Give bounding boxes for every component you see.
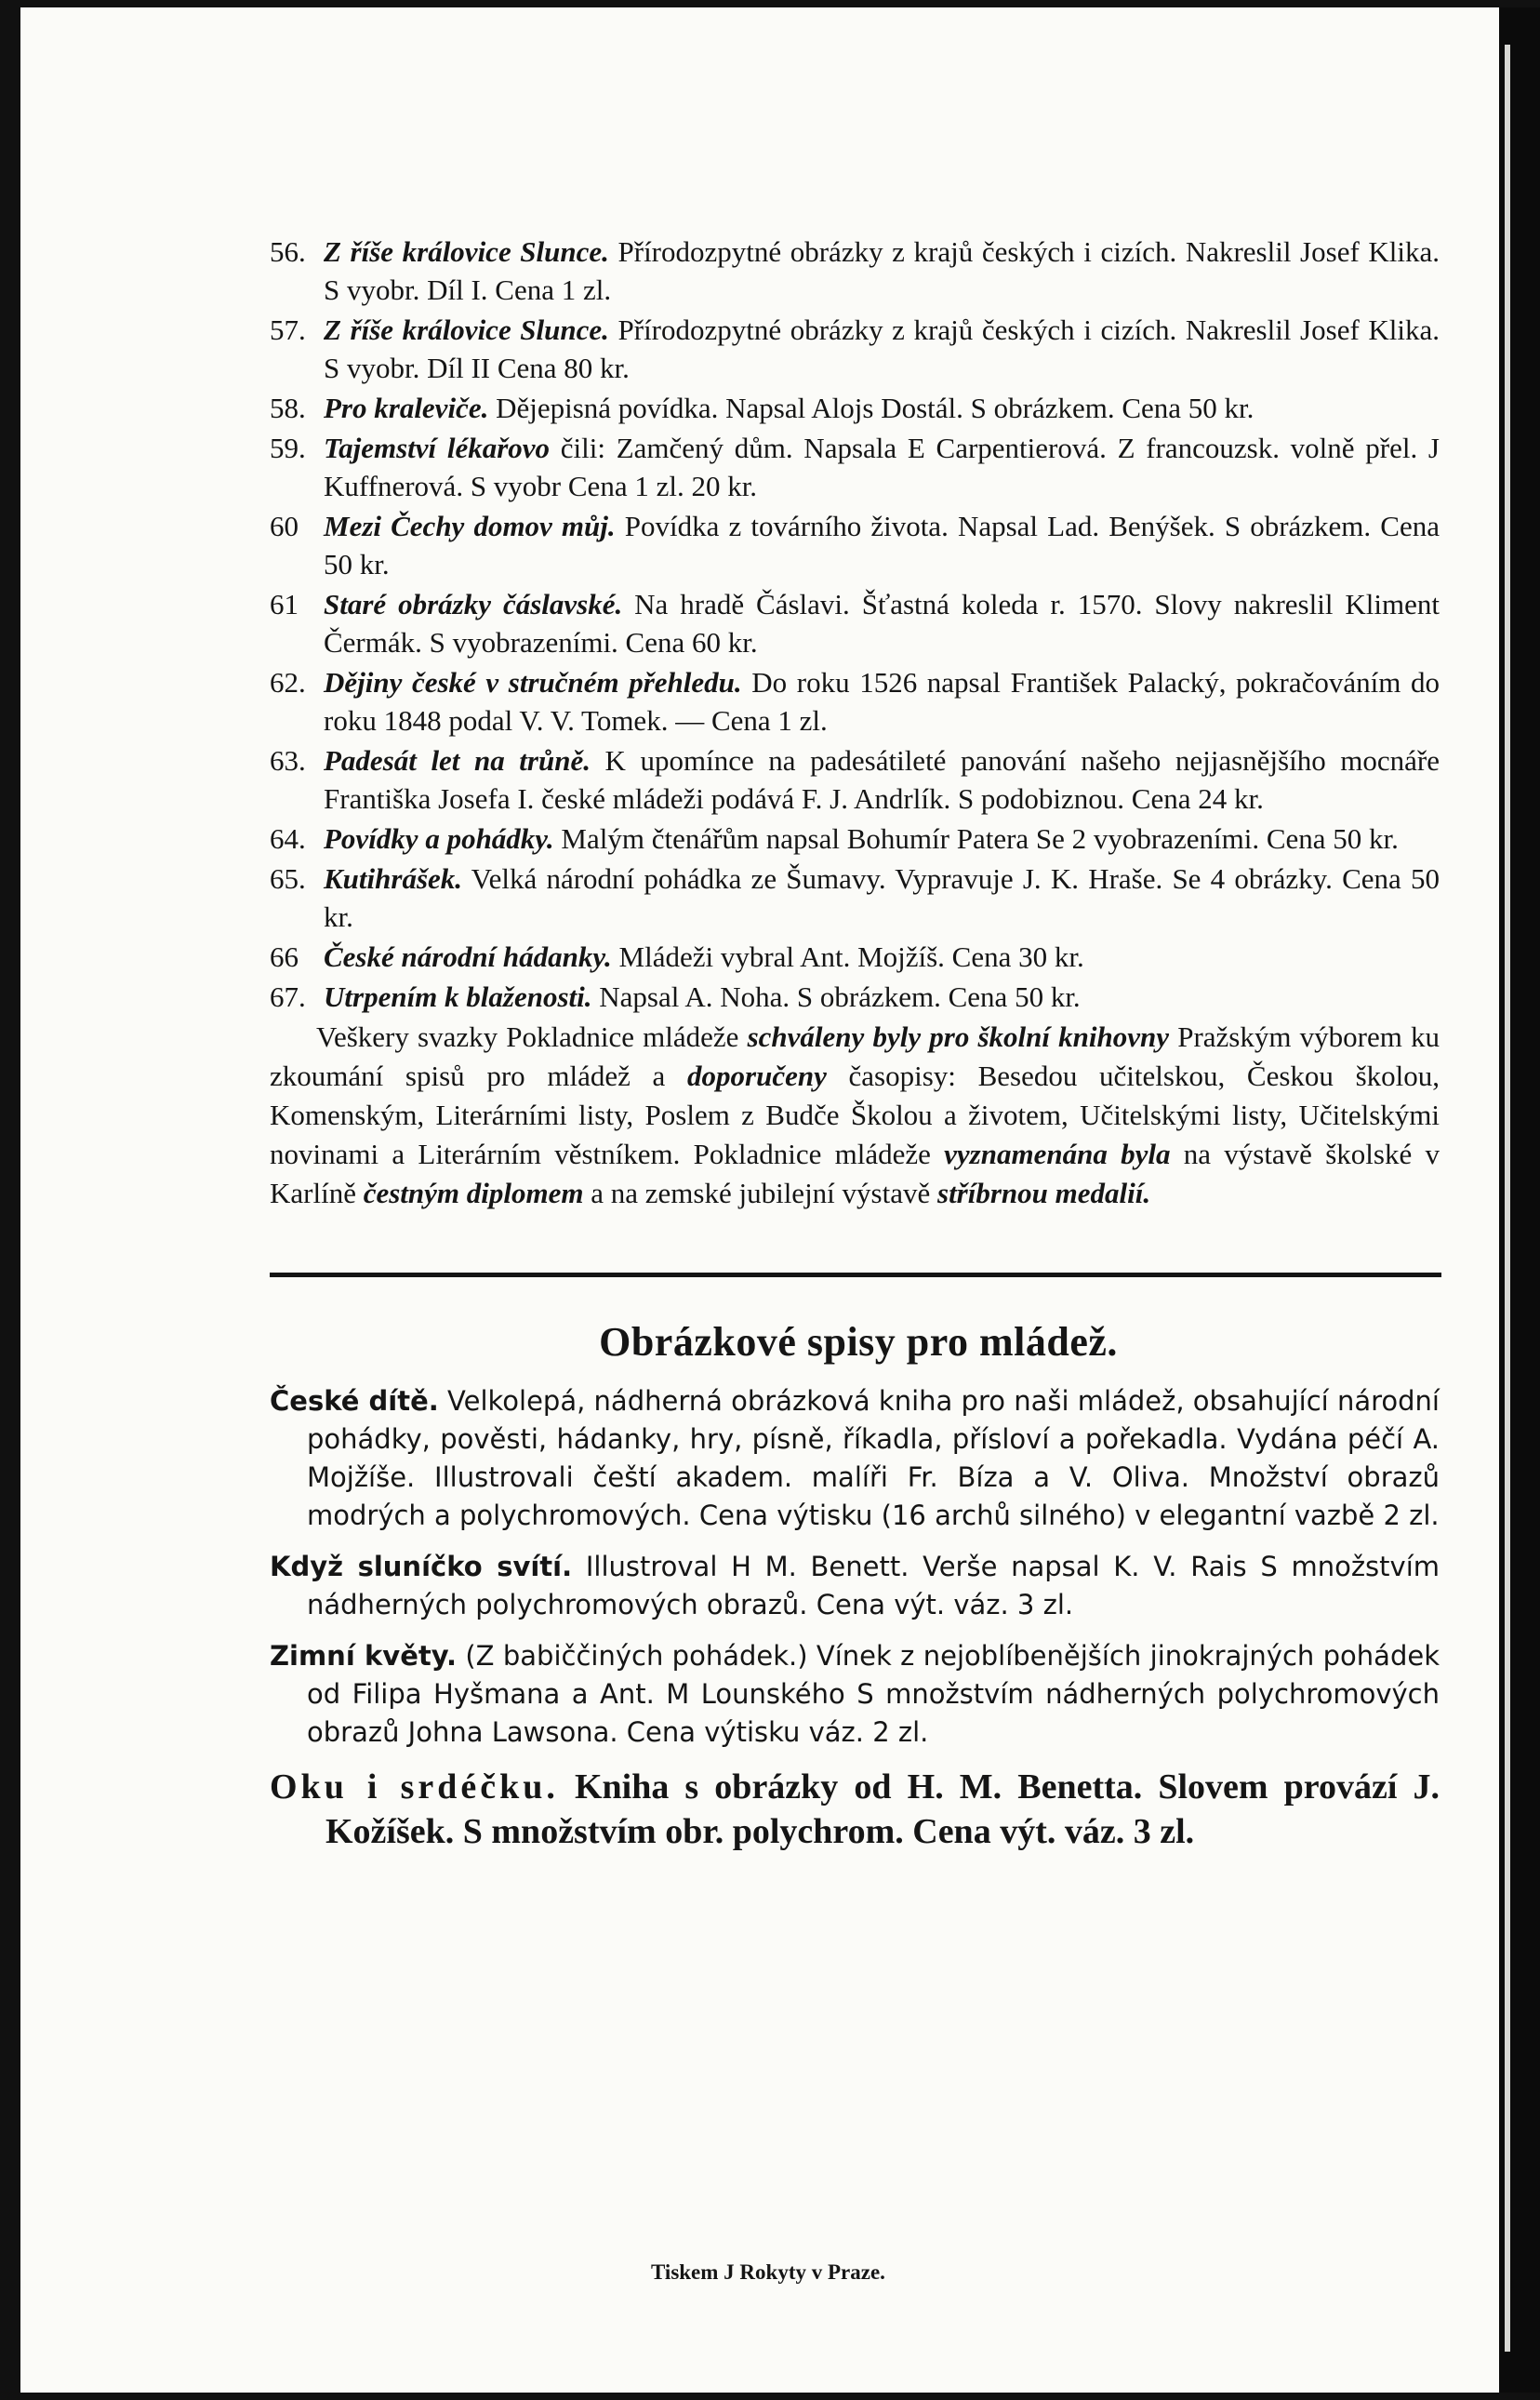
entry-text: Mládeži vybral Ant. Mojžíš. Cena 30 kr. (611, 940, 1084, 973)
catalog-entry (249, 507, 1440, 583)
entry-title: Mezi Čechy domov můj. (324, 510, 616, 542)
scan-edge-line (1505, 45, 1510, 2352)
note-text: Veškery svazky Pokladnice mládeže (316, 1020, 748, 1053)
catalog-entry (249, 585, 1440, 661)
book-text: Velkolepá, nádherná obrázková kniha pro naši mládež, obsahující národní pohádky, pověsti, hádanky, hry, písně, říkadla, přísloví a pořekadla. Vydána péčí A. Mojžíše. Illustrovali čeští akadem. malíři Fr. Bíza a V. Oliva. Množství obrazů modrých a polychromových. Cena výtisku (16 archů silného) v elegantní vazbě 2 zl. (307, 1385, 1440, 1531)
book-title: Oku i srdéčku. (270, 1767, 559, 1807)
entry-number: 63. (270, 744, 306, 777)
book-entry (270, 1765, 1440, 1854)
catalog-entry (249, 978, 1440, 1016)
book-entry (270, 1637, 1440, 1752)
note-emphasis: doporučeny (687, 1060, 827, 1092)
book-title: Když sluníčko svítí. (270, 1551, 573, 1582)
catalog-entry (249, 860, 1440, 936)
printer-imprint: Tiskem J Rokyty v Praze. (651, 2260, 885, 2284)
book-entry (270, 1382, 1440, 1535)
entry-text: Povídka z továrního života. Napsal Lad. Benýšek. S obrázkem. Cena 50 kr. (324, 510, 1440, 580)
book-text: Kniha s obrázky od H. M. Benetta. Slovem provází J. Kožíšek. S množstvím obr. polychrom. Cena výt. váz. 3 zl. (325, 1767, 1440, 1851)
entry-title: Z říše královice Slunce. (324, 235, 609, 268)
entry-text: čili: Zamčený dům. Napsala E Carpentierová. Z francouzsk. volně přel. J Kuffnerová. S vyobr Cena 1 zl. 20 kr. (324, 432, 1440, 502)
entry-title: Z říše královice Slunce. (324, 313, 609, 346)
entry-number: 66 (270, 940, 299, 973)
approval-note (270, 1018, 1440, 1213)
entry-number: 56. (270, 235, 306, 268)
entry-text: Do roku 1526 napsal František Palacký, pokračováním do roku 1848 podal V. V. Tomek. — Cena 1 zl. (324, 666, 1440, 737)
catalog-entry (249, 429, 1440, 505)
note-emphasis: schváleny byly pro školní knihovny (747, 1020, 1170, 1053)
entry-title: Kutihrášek. (324, 862, 463, 895)
entry-title: Padesát let na trůně. (324, 744, 591, 777)
book-text: Illustroval H M. Benett. Verše napsal K. V. Rais S množstvím nádherných polychromových obrazů. Cena výt. váz. 3 zl. (307, 1551, 1440, 1620)
note-text: Pražským výborem ku zkoumání spisů pro mládež a (270, 1020, 1440, 1092)
entry-number: 58. (270, 392, 306, 424)
book-title: Zimní květy. (270, 1640, 457, 1672)
entry-text: K upomínce na padesátileté panování našeho nejjasnějšího mocnáře Františka Josefa I. české mládeži podává F. J. Andrlík. S podobiznou. Cena 24 kr. (324, 744, 1440, 815)
note-text: a na zemské jubilejní výstavě (583, 1177, 937, 1209)
note-emphasis: vyznamenána byla (944, 1138, 1171, 1170)
scan-edge (1499, 7, 1540, 2393)
catalog-entry (249, 820, 1440, 858)
entry-text: Velká národní pohádka ze Šumavy. Vypravuje J. K. Hraše. Se 4 obrázky. Cena 50 kr. (324, 862, 1440, 933)
entry-text: Napsal A. Noha. S obrázkem. Cena 50 kr. (591, 980, 1081, 1013)
entry-title: Dějiny české v stručném přehledu. (324, 666, 742, 699)
catalog-entry (249, 741, 1440, 818)
note-text: na výstavě školské v Karlíně (270, 1138, 1440, 1209)
entry-number: 64. (270, 822, 306, 855)
entry-title: Staré obrázky čáslavské. (324, 588, 623, 620)
entry-title: Pro kraleviče. (324, 392, 489, 424)
entry-text: Přírodozpytné obrázky z krajů českých i cizích. Nakreslil Josef Klika. S vyobr. Díl I. Cena 1 zl. (324, 235, 1440, 306)
entry-text: Na hradě Čáslavi. Šťastná koleda r. 1570. Slovy nakreslil Kliment Čermák. S vyobrazeními. Cena 60 kr. (324, 588, 1440, 659)
entry-number: 67. (270, 980, 306, 1013)
entry-number: 61 (270, 588, 299, 620)
catalog-entry (249, 663, 1440, 740)
section-divider (270, 1273, 1441, 1277)
entry-title: Tajemství lékařovo (324, 432, 551, 464)
entry-number: 65. (270, 862, 306, 895)
book-entry (270, 1548, 1440, 1624)
entry-text: Dějepisná povídka. Napsal Alojs Dostál. S obrázkem. Cena 50 kr. (488, 392, 1255, 424)
content (249, 233, 1440, 1867)
note-text: časopisy: Besedou učitelskou, Českou školou, Komenským, Literárními listy, Poslem z Budče Školou a životem, Učitelskými listy, Učitelskými novinami a Literárním věstníkem. Pokladnice mládeže (270, 1060, 1440, 1170)
book-text: (Z babiččiných pohádek.) Vínek z nejoblíbenějších jinokrajných pohádek od Filipa Hyšmana a Ant. M Lounského S množstvím nádherných polychromových obrazů Johna Lawsona. Cena výtisku váz. 2 zl. (307, 1640, 1440, 1748)
entry-title: Utrpením k blaženosti. (324, 980, 592, 1013)
entry-number: 59. (270, 432, 306, 464)
catalog-entry (249, 389, 1440, 427)
entry-title: Povídky a pohádky. (324, 822, 554, 855)
entry-number: 60 (270, 510, 299, 542)
catalog-entry (249, 311, 1440, 387)
catalog-entry (249, 233, 1440, 309)
entry-number: 62. (270, 666, 306, 699)
note-emphasis: stříbrnou medalií. (937, 1177, 1151, 1209)
entry-text: Malým čtenářům napsal Bohumír Patera Se 2 vyobrazeními. Cena 50 kr. (553, 822, 1399, 855)
entry-text: Přírodozpytné obrázky z krajů českých i cizích. Nakreslil Josef Klika. S vyobr. Díl II Cena 80 kr. (324, 313, 1440, 384)
book-title: České dítě. (270, 1385, 439, 1417)
note-emphasis: čestným diplomem (363, 1177, 584, 1209)
entry-title: České národní hádanky. (324, 940, 612, 973)
section-heading: Obrázkové spisy pro mládež. (599, 1319, 1118, 1365)
entry-number: 57. (270, 313, 306, 346)
catalog-entry (249, 938, 1440, 976)
